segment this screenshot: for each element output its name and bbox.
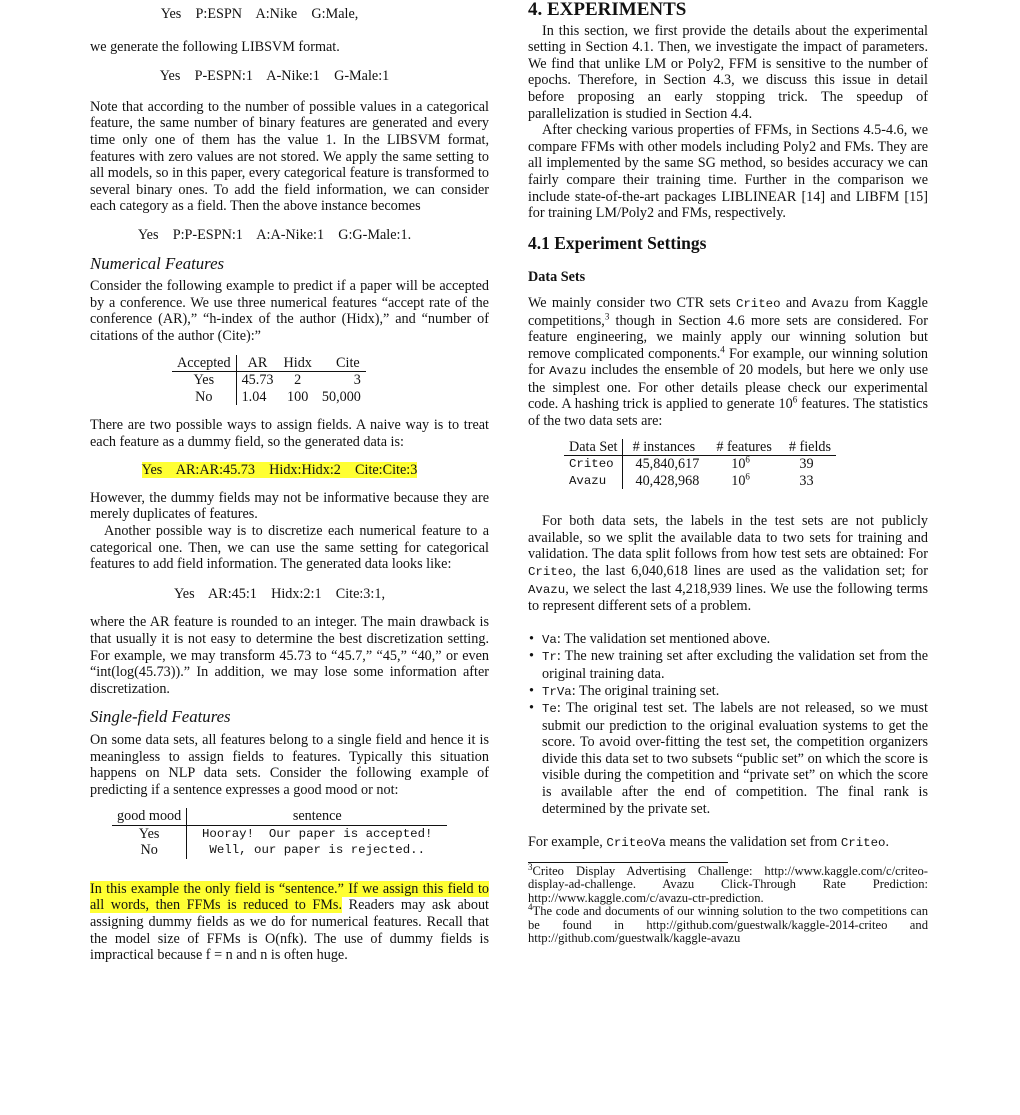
footnote-text: Criteo Display Advertising Challenge: http://www.kaggle.com/c/criteo-display-ad-challenge. Avazu Click-Through Rate Prediction: http://www.kaggle.com/c/avazu-ctr-prediction.	[528, 863, 928, 905]
footnote-mark-4: 4	[720, 343, 725, 354]
heading-numerical-features: Numerical Features	[90, 253, 225, 273]
table-row	[112, 825, 447, 842]
heading-experiments: 4. EXPERIMENTS	[528, 0, 687, 20]
code-criteo: Criteo	[528, 564, 573, 579]
right-column	[528, 0, 928, 946]
table-header: # fields	[777, 439, 836, 456]
table-header: Accepted	[172, 355, 236, 372]
term-description: : The validation set mentioned above.	[556, 630, 771, 647]
table-cell: Yes	[112, 825, 187, 842]
table-header: AR	[236, 355, 278, 372]
list-item	[542, 683, 928, 701]
table-cell: 33	[799, 472, 814, 489]
list-item	[542, 700, 928, 817]
example-discretized: Yes AR:45:1 Hidx:2:1 Cite:3:1,	[173, 585, 385, 602]
text-run: , the last 6,040,618 lines are used as the validation set; for	[572, 562, 928, 579]
term-description: : The original training set.	[571, 682, 720, 699]
code-criteova: CriteoVa	[606, 836, 666, 851]
text-run: includes the ensemble of 20 models, but here we only use the simplest one. For other details please check our experimental code. A hashing trick is applied to generate 10	[528, 362, 928, 413]
example-libsvm: Yes P-ESPN:1 A-Nike:1 G-Male:1	[159, 68, 390, 85]
example-instance: Yes P:ESPN A:Nike G:Male,	[160, 6, 359, 22]
heading-single-field: Single-field Features	[90, 707, 231, 727]
table-header: # features	[704, 439, 777, 456]
table-cell: 100	[287, 388, 309, 405]
table-cell: Well, our paper is rejected..	[209, 843, 426, 858]
table-header: Hidx	[279, 355, 317, 372]
table-cell: 45,840,617	[635, 456, 700, 473]
table-cell: Hooray! Our paper is accepted!	[201, 826, 433, 841]
text-run: For example,	[528, 834, 607, 851]
table-header: sentence	[187, 808, 448, 825]
table-row	[564, 456, 836, 473]
example-field-format: Yes P:P-ESPN:1 A:A-Nike:1 G:G-Male:1.	[137, 226, 412, 243]
table-cell	[704, 456, 777, 473]
features-base: 10	[731, 472, 746, 489]
highlighted-sentence: In this example the only field is “sentence.” If we assign this field to all words, then FFMs is reduced to FMs.	[90, 880, 489, 914]
footnote-text: The code and documents of our winning solution to the two competitions can be found in http://github.com/guestwalk/kaggle-2014-criteo and http://github.com/guestwalk/kaggle-avazu	[528, 904, 928, 946]
paragraph-rest: Readers may ask about assigning dummy fields as we do for numerical features. Recall that the model size of FFMs is O(nfk). The use of dummy fields is impractical because f = n and n is often huge.	[90, 897, 489, 964]
table-cell: 50,000	[321, 388, 361, 405]
left-column	[90, 0, 489, 964]
text-run: though in Section 4.6 more sets are considered. For feature engineering, we mainly apply our winning solution but remove complicated components.	[528, 312, 928, 362]
table-cell: Criteo	[564, 456, 623, 473]
table-header: # instances	[623, 439, 704, 456]
text-run: means the validation set from	[665, 834, 841, 851]
list-item	[542, 648, 928, 682]
highlighted-example: Yes AR:AR:45.73 Hidx:Hidx:2 Cite:Cite:3	[141, 462, 418, 479]
text-run: For both data sets, the labels in the test sets are not publicly available, so we split the available data to two sets for training and validation. The data split follows from how test sets are obtained: For	[528, 513, 928, 563]
table-row	[172, 372, 366, 389]
table-paper-acceptance	[172, 355, 366, 406]
term-code: Va	[542, 632, 557, 647]
term-code: TrVa	[542, 684, 572, 699]
table-cell: Yes	[172, 372, 236, 389]
footnote-mark: 3	[528, 861, 533, 872]
text-run: For example, our winning solution for	[528, 345, 929, 379]
paragraph-numerical: Consider the following example to predict if a paper will be accepted by a conference. We use three numerical features “accept rate of the conference (AR),” “h-index of the author (Hidx),” and “number of citations of the author (Cite):”	[90, 278, 489, 344]
table-header: Cite	[317, 355, 366, 372]
table-cell: No	[172, 389, 236, 406]
term-code: Tr	[542, 650, 557, 665]
code-criteo: Criteo	[840, 836, 886, 851]
table-cell: 3	[353, 372, 361, 388]
table-row	[564, 473, 836, 490]
paragraph-generate: we generate the following LIBSVM format.	[90, 38, 340, 55]
code-avazu: Avazu	[811, 296, 849, 311]
paragraph-dummy-uninformative: However, the dummy fields may not be informative because they are merely duplicates of features.	[90, 489, 489, 523]
table-cell	[704, 470, 777, 490]
text-run: and	[780, 294, 812, 311]
heading-experiment-settings: 4.1 Experiment Settings	[528, 232, 707, 253]
table-cell: 39	[799, 456, 814, 473]
paragraph-experiments-compare: After checking various properties of FFMs, in Sections 4.5-4.6, we compare FFMs with other models including Poly2 and FMs. They are all implemented by the same SG method, so besides accuracy we can fairly compare their training time. Further in the comparison we include state-of-the-art packages LIBLINEAR [14] and LIBFM [15] for training LM/Poly2 and FMs, respectively.	[528, 122, 928, 222]
example-dummy-field	[90, 462, 489, 479]
list-item	[542, 631, 928, 649]
features-exponent: 6	[745, 470, 750, 481]
paragraph-fields-reduce	[90, 881, 489, 964]
exponent: 6	[792, 394, 798, 405]
table-cell: 2	[294, 372, 302, 388]
paragraph-experiments-intro: In this section, we first provide the details about the experimental setting in Section 4.1. Then, we investigate the impact of parameters. We find that unlike LM or Poly2, FFM is sensitive to the number of epochs. Therefore, in Section 4.3, we discuss this issue in detail before proposing an early stopping trick. The speedup of parallelization is studied in Section 4.4.	[528, 22, 928, 122]
table-header: good mood	[112, 808, 187, 825]
paragraph-binary-features: Note that according to the number of possible values in a categorical feature, the same number of binary features are generated and every time only one of them has the value 1. In the LIBSVM format, features with zero values are not stored. We apply the same setting to all models, so in this paper, every categorical feature is transformed to several binary ones. To add the field information, we can consider each category as a field. Then the above instance becomes	[90, 98, 489, 215]
table-mood	[112, 808, 447, 859]
paragraph-drawback: where the AR feature is rounded to an integer. The main drawback is that usually it is not easy to determine the best discretization setting. For example, we may transform 45.73 to “45.7,” “45,” “40,” or even “int(log(45.73)).” In addition, we may lose some information after discretization.	[90, 614, 489, 697]
code-avazu: Avazu	[549, 364, 587, 379]
paragraph-two-ways: There are two possible ways to assign fields. A naive way is to treat each feature as a dummy field, so the generated data is:	[90, 417, 489, 450]
code-avazu: Avazu	[528, 582, 566, 597]
footnote-3	[528, 861, 928, 906]
paragraph-example-criteova	[528, 834, 928, 852]
table-cell: Avazu	[564, 473, 623, 490]
heading-data-sets: Data Sets	[528, 269, 586, 286]
table-cell: 45.73	[241, 372, 274, 388]
text-run: features. The statistics of the two data sets are:	[528, 396, 928, 430]
term-description: : The original test set. The labels are not released, so we must submit our prediction to the original evaluation systems to get the score. To avoid over-fitting the test set, the competition organizers divide this data set to two subsets “public set” on which the score is visible during the competition and “private set” on which the score is available after the end of competition. The final rank is determined by the private set.	[542, 700, 928, 817]
paragraph-data-split	[528, 513, 928, 615]
footnote-4	[528, 902, 928, 946]
text-run: , we select the last 4,218,939 lines. We use the following terms to represent different sets of a problem.	[528, 580, 928, 615]
term-description: : The new training set after excluding the validation set from the original training data.	[542, 648, 928, 682]
footnote-mark-3: 3	[604, 310, 610, 321]
table-row	[112, 842, 447, 859]
table-dataset-statistics	[564, 439, 836, 490]
features-base: 10	[731, 456, 746, 473]
footnote-mark: 4	[528, 902, 533, 913]
table-header: Data Set	[564, 439, 623, 456]
paragraph-data-sets	[528, 295, 928, 430]
text-run: .	[885, 834, 890, 851]
table-row	[172, 389, 366, 406]
paragraph-single-field: On some data sets, all features belong to a single field and hence it is meaningless to assign fields to features. Typically this situation happens on NLP data sets. Consider the following example of predicting if a sentence expresses a good mood or not:	[90, 731, 489, 798]
paragraph-discretize: Another possible way is to discretize each numerical feature to a categorical one. Then, we can use the same setting for categorical features to add field information. The generated data looks like:	[90, 522, 489, 573]
code-criteo: Criteo	[735, 296, 781, 311]
list-data-set-terms	[528, 631, 928, 818]
table-cell: 40,428,968	[635, 472, 700, 489]
text-run: from Kaggle competitions,	[528, 294, 928, 329]
term-code: Te	[542, 702, 557, 717]
features-exponent: 6	[745, 454, 750, 465]
table-cell: 1.04	[241, 388, 267, 405]
text-run: We mainly consider two CTR sets	[528, 294, 736, 311]
table-cell: No	[112, 842, 187, 859]
